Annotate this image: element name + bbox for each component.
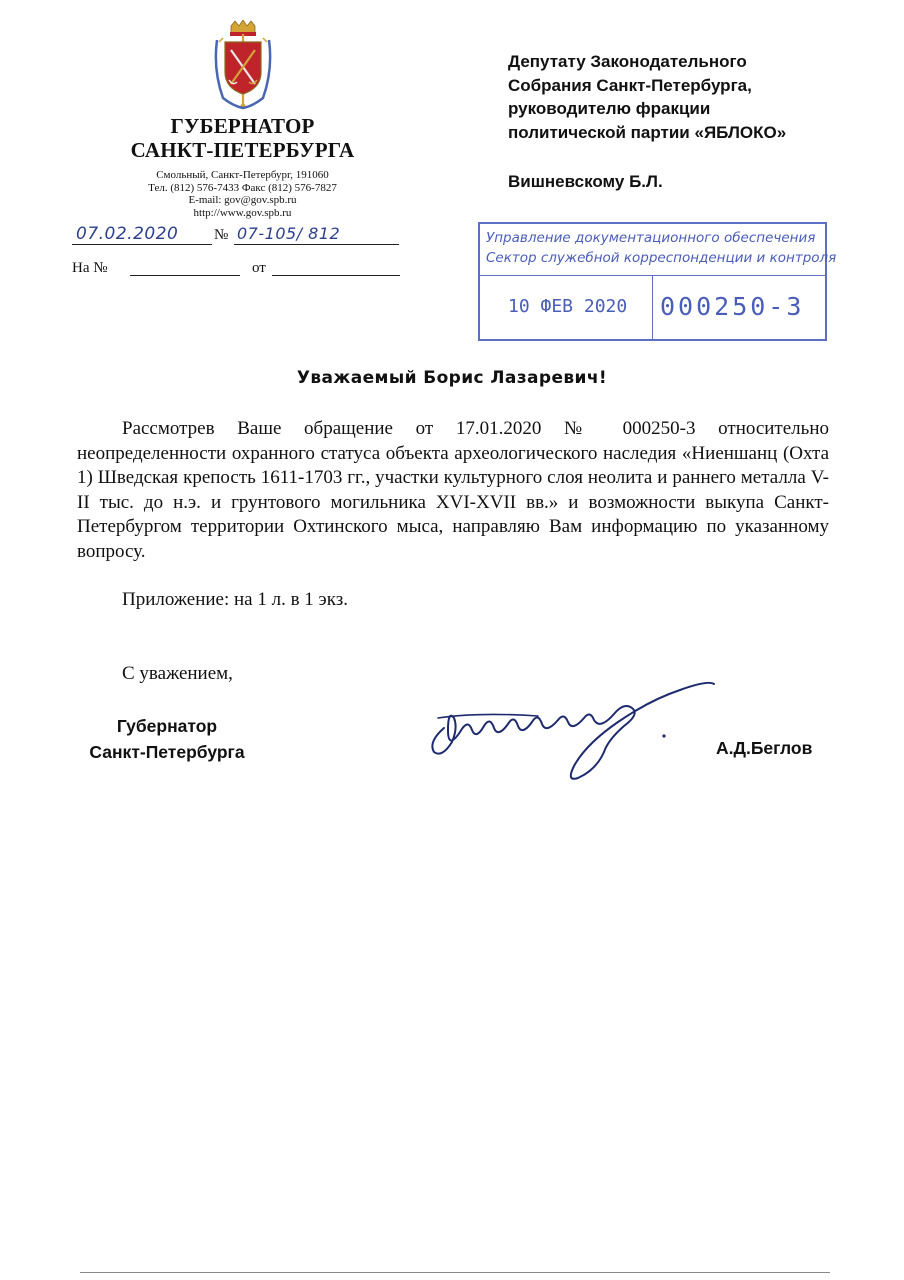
addressee-block [508,50,848,144]
stamp-department: Управление документационного обеспечения [486,230,816,246]
closing: С уважением, [122,663,233,684]
attachment-note: Приложение: на 1 л. в 1 экз. [122,589,348,610]
ref-date-underline [272,275,400,276]
outgoing-registration [72,222,402,248]
ot-label: от [252,260,266,276]
page-bottom-rule [80,1272,830,1273]
sender-title-line2: САНКТ-ПЕТЕРБУРГА [130,138,355,162]
incoming-stamp [478,222,837,341]
signatory-name: А.Д.Беглов [716,738,813,758]
outgoing-date: 07.02.2020 [76,224,179,244]
sender-phone-fax: Тел. (812) 576-7433 Факс (812) 576-7827 [148,181,337,194]
sender-title-line1: ГУБЕРНАТОР [170,114,315,138]
ref-number-underline [130,275,240,276]
sender-website: http://www.gov.spb.ru [193,206,292,219]
na-label: На № [72,260,108,276]
stamp-number: 000250-3 [660,292,805,321]
signatory-position-line1: Губернатор [116,716,218,736]
sender-header [70,20,415,219]
addressee-line3: руководителю фракции [508,99,711,118]
sender-contacts [70,169,415,219]
handwritten-signature [418,670,718,785]
sender-email: E-mail: gov@gov.spb.ru [188,194,297,206]
signatory-position [77,713,257,765]
date-underline [72,244,212,245]
reference-line [72,258,402,282]
addressee-line2: Собрания Санкт-Петербурга, [508,75,752,95]
stamp-divider-vertical [652,275,653,339]
letter-body: Рассмотрев Ваше обращение от 17.01.2020 № 000250-3 относительно неопределенности охранного статуса объекта археологического наследия «Ниеншанц (Охта 1) Шведская крепость 1611-1703 гг., участки культурного слоя неолита и раннего металла V-II тыс. до н.э. и грунтового могильника XVI-XVII вв.» и возможности выкупа Санкт-Петербургом территории Охтинского мыса, направляю Вам информацию по указанному вопросу. [77,418,829,562]
stamp-date: 10 ФЕВ 2020 [508,296,628,317]
number-underline [234,244,399,245]
outgoing-number: 07-105/ 812 [237,224,341,243]
signatory-position-line2: Санкт-Петербурга [89,742,245,762]
addressee-line1: Депутату Законодательного [508,52,747,71]
coat-of-arms-icon [211,20,275,112]
salutation: Уважаемый Борис Лазаревич! [296,368,608,388]
sender-address: Смольный, Санкт-Петербург, 191060 [156,169,329,181]
number-sign: № [214,227,229,243]
addressee-name: Вишневскому Б.Л. [508,172,663,191]
stamp-sector: Сектор служебной корреспонденции и контроля [486,250,837,266]
addressee-line4: политической партии «ЯБЛОКО» [508,122,787,142]
